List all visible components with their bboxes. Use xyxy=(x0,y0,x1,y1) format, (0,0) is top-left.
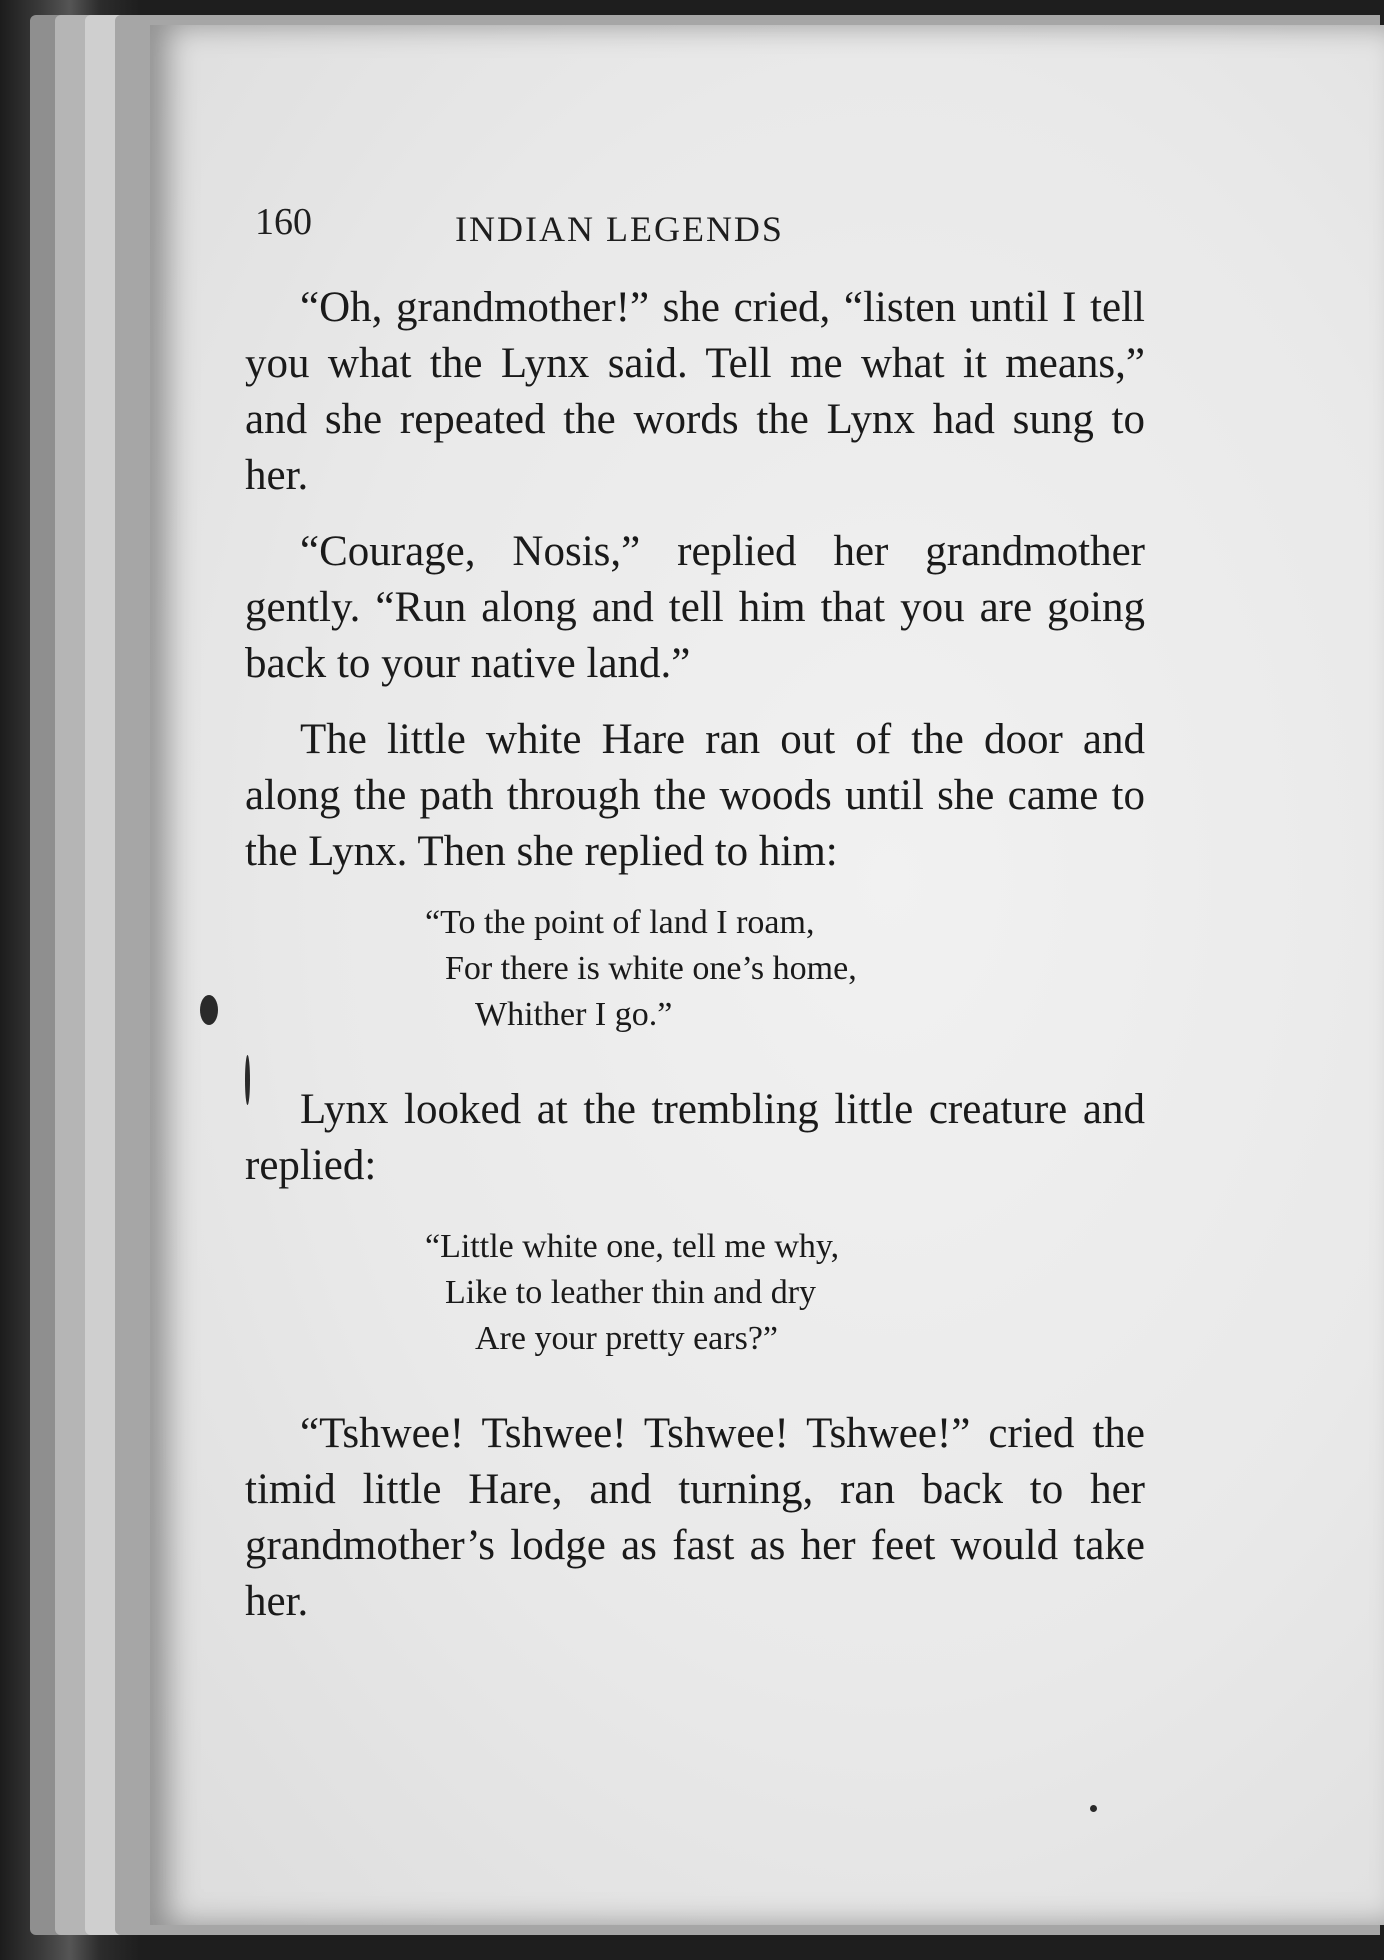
book-title: INDIAN LEGENDS xyxy=(455,209,784,249)
paragraph: “Tshwee! Tshwee! Tshwee! Tshwee!” cried the timid little Hare, and turning, ran back to her grandmother’s lodge as fast as her feet would take her. xyxy=(245,1410,1145,1625)
verse-line: Like to leather thin and dry xyxy=(445,1274,817,1311)
verse-line: “To the point of land I roam, xyxy=(425,904,815,941)
verse-line: Whither I go.” xyxy=(475,996,673,1033)
ink-mark xyxy=(1090,1805,1097,1812)
paragraph: “Oh, grandmother!” she cried, “listen until I tell you what the Lynx said. Tell me what it means,” and she repeated the words the Lynx had sung to her. xyxy=(245,284,1145,499)
paragraph: “Courage, Nosis,” replied her grandmother gently. “Run along and tell him that you are going back to your native land.” xyxy=(245,528,1145,687)
paragraph: The little white Hare ran out of the door and along the path through the woods until she came to the Lynx. Then she replied to him: xyxy=(245,716,1145,875)
verse-line: For there is white one’s home, xyxy=(445,950,857,987)
verse-line: Are your pretty ears?” xyxy=(475,1320,779,1357)
page-body xyxy=(245,280,1145,1650)
ink-mark xyxy=(200,995,218,1025)
paragraph: Lynx looked at the trembling little creature and replied: xyxy=(245,1086,1145,1189)
running-head xyxy=(255,200,1055,260)
page-number: 160 xyxy=(255,201,312,243)
verse-line: “Little white one, tell me why, xyxy=(425,1228,840,1265)
verse xyxy=(425,1224,1145,1362)
verse xyxy=(425,900,1145,1038)
